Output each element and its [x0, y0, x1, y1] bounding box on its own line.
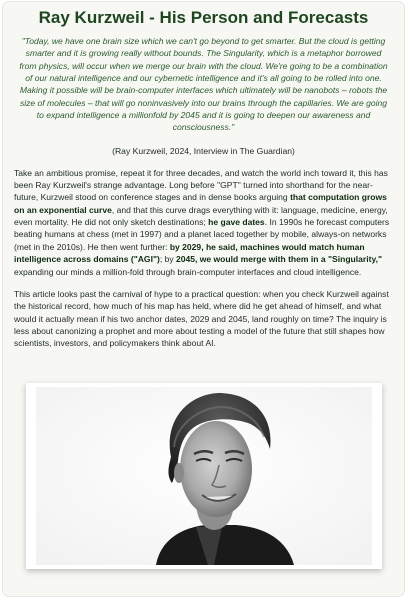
intro-text-4: ; by [159, 254, 176, 265]
intro-text-3: . In 1990s he forecast computers beating humans at chess (met in 1997) and a planet laced together by mobile, always-on networks (met in the 2010s). He then went further: [14, 217, 390, 252]
intro-text-1: Take an ambitious promise, repeat it for three decades, and watch the world inch toward it, this has been Ray Kurzweil's strange advantage. Long before "GPT" turned into shorthand for the near-future, Kurzweil stood on conference stages and in dense books arguing [14, 167, 388, 203]
portrait-photo-frame [26, 383, 382, 569]
scope-paragraph: This article looks past the carnival of hype to a practical question: when you check Kurzweil against the historical record, how much of his map has held, where did he get ahead of himself, and what would it actually mean if his two anchor dates, 2029 and 2045, land roughly on time? The inquiry is less about canonizing a prophet and more about testing a model of the future that still shapes how scientists, investors, and policymakers think about AI. [14, 288, 389, 349]
intro-bold-2029: by 2029, he said, machines would match human intelligence across domains ("AGI") [14, 241, 365, 265]
portrait-photo [36, 387, 372, 565]
intro-bold-2045: 2045, we would merge with them in a "Singularity," [176, 254, 382, 265]
intro-text-2: , and that this curve drags everything with it: language, medicine, energy, even mortality. He did not only sketch destinations; [14, 204, 388, 228]
intro-bold-dates: he gave dates [208, 217, 265, 228]
intro-text-5: expanding our minds a million-fold through brain-computer interfaces and cloud intelligence. [14, 266, 362, 277]
intro-bold-exponential: that computation grows on an exponential curve [14, 192, 387, 215]
quote-source: (Ray Kurzweil, 2024, Interview in The Guardian) [112, 145, 295, 156]
kurzweil-quote: "Today, we have one brain size which we can't go beyond to get smarter. But the cloud is getting smarter and it is growing really without bounds. The Singularity, which is a metaphor borrowed from physics, will occur when we merge our brain with the cloud. We're going to be a combination of our natural intelligence and our cybernetic intelligence and it's all going to be rolled into one. Making it possible will be brain-computer interfaces which ultimately will be nanobots – robots the size of molecules – that will go noninvasively into our brains through the capillaries. We are going to expand intelligence a millionfold by 2045 and it is going to deepen our awareness and consciousness." [19, 36, 388, 133]
intro-paragraph [14, 167, 393, 278]
article-title: Ray Kurzweil - His Person and Forecasts [38, 8, 369, 27]
article-card [3, 2, 404, 596]
